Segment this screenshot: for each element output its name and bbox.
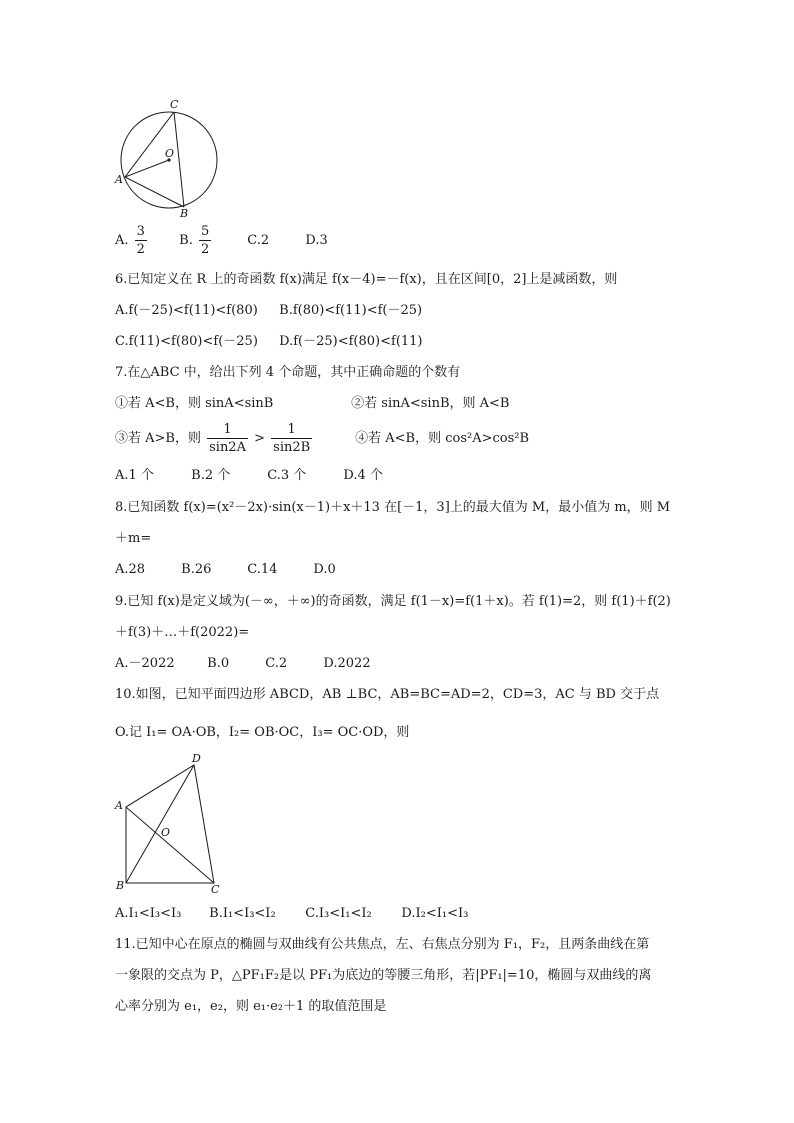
label-d: D <box>192 752 201 765</box>
q6-options-row2 <box>115 333 423 351</box>
q5-option-c: C.2 <box>247 233 270 248</box>
fraction: $\frac{3}{2}$ <box>136 224 145 257</box>
q6-stem: 6.已知定义在 R 上的奇函数 f(x)满足 f(x－4)=－f(x)，且在区间[0，2]上是减函数，则 <box>115 272 618 287</box>
q9-option-a: A.－2022 <box>115 656 175 671</box>
q7-stem: 7.在△ABC 中，给出下列 4 个命题，其中正确命题的个数有 <box>115 365 461 380</box>
q7-option-b: B.2 个 <box>191 468 231 483</box>
label-o: O <box>165 147 175 160</box>
q7-option-a: A.1 个 <box>115 468 154 483</box>
quadrilateral-figure <box>110 752 230 897</box>
q9-option-b: B.0 <box>207 656 230 671</box>
q10-option-b: B.I₁<I₃<I₂ <box>209 906 276 921</box>
q11-stem-line3: 心率分别为 e₁，e₂，则 e₁·e₂＋1 的取值范围是 <box>115 999 387 1014</box>
q9-stem-line1: 9.已知 f(x)是定义域为(－∞，＋∞)的奇函数，满足 f(1－x)=f(1＋x)。若 f(1)=2，则 f(1)＋f(2) <box>115 594 671 609</box>
q10-stem-line1: 10.如图，已知平面四边形 ABCD，AB ⊥BC，AB=BC=AD=2，CD=3，AC 与 BD 交于点 <box>115 687 660 702</box>
label-a: A <box>115 173 123 186</box>
quadrilateral-abcd <box>126 765 214 883</box>
q6-option-a: A.f(－25)<f(11)<f(80) <box>115 303 258 318</box>
label-b: B <box>116 879 125 892</box>
q6-options-row1 <box>115 302 422 320</box>
circle-figure <box>110 95 225 220</box>
q5-options <box>115 223 328 259</box>
q9-option-d: D.2022 <box>323 656 371 671</box>
q5-option-d: D.3 <box>305 233 328 248</box>
q8-option-c: C.14 <box>247 562 278 577</box>
q8-stem-line2: ＋m= <box>115 531 152 546</box>
q7-prop-1: ①若 A<B，则 sinA<sinB <box>115 396 274 411</box>
label-c: C <box>211 883 220 896</box>
q6-option-c: C.f(11)<f(80)<f(－25) <box>115 334 258 349</box>
fraction: $\frac{5}{2}$ <box>200 224 210 257</box>
q7-props-row2 <box>115 418 529 460</box>
label-o: O <box>161 826 171 839</box>
q7-props-row1 <box>115 395 509 413</box>
q8-option-a: A.28 <box>115 562 146 577</box>
diagonal-bd <box>126 765 194 883</box>
q5-option-b: B. $\frac{5}{2}$ <box>179 224 210 257</box>
q8-stem-line1: 8.已知函数 f(x)=(x²－2x)·sin(x－1)＋x＋13 在[－1，3]上的最大值为 M，最小值为 m，则 M <box>115 500 671 515</box>
label-a: A <box>115 799 123 812</box>
q10-option-d: D.I₂<I₁<I₃ <box>401 906 469 921</box>
q9-options <box>115 655 371 673</box>
q7-option-c: C.3 个 <box>267 468 307 483</box>
q9-option-c: C.2 <box>265 656 288 671</box>
q6-option-b: B.f(80)<f(11)<f(－25) <box>279 303 423 318</box>
q11-stem-line1: 11.已知中心在原点的椭圆与双曲线有公共焦点，左、右焦点分别为 F₁，F₂，且两条曲线在第 <box>115 937 650 952</box>
q10-option-c: C.I₃<I₁<I₂ <box>305 906 372 921</box>
q8-option-b: B.26 <box>181 562 212 577</box>
q7-prop-2: ②若 sinA<sinB，则 A<B <box>351 396 510 411</box>
segment-cb <box>174 112 184 207</box>
q7-option-d: D.4 个 <box>343 468 383 483</box>
q7-prop-4: ④若 A<B，则 cos²A>cos²B <box>355 431 530 446</box>
q10-option-a: A.I₁<I₃<I₃ <box>115 906 182 921</box>
label-c: C <box>170 98 179 111</box>
fraction: $\frac{1}{\sin 2B}$ <box>273 422 311 455</box>
q5-option-a: A. $\frac{3}{2}$ <box>115 224 145 257</box>
q10-stem-line2: O.记 I₁= OA·OB，I₂= OB·OC，I₃= OC·OD，则 <box>115 725 410 740</box>
q7-prop-3: ③若 A>B，则 $\frac{1}{\sin 2A}$ > $\frac{1}{\sin 2B}$ <box>115 422 311 455</box>
label-b: B <box>180 207 189 220</box>
q6-option-d: D.f(－25)<f(80)<f(11) <box>279 334 423 349</box>
q10-options <box>115 905 468 923</box>
fraction: $\frac{1}{\sin 2A}$ <box>209 422 246 455</box>
q7-options <box>115 467 383 485</box>
q8-option-d: D.0 <box>313 562 336 577</box>
q9-stem-line2: ＋f(3)＋…＋f(2022)= <box>115 625 250 640</box>
q11-stem-line2: 一象限的交点为 P，△PF₁F₂是以 PF₁为底边的等腰三角形，若|PF₁|=10，椭圆与双曲线的离 <box>115 968 652 983</box>
q8-options <box>115 561 336 579</box>
diagonal-ac <box>126 807 214 883</box>
